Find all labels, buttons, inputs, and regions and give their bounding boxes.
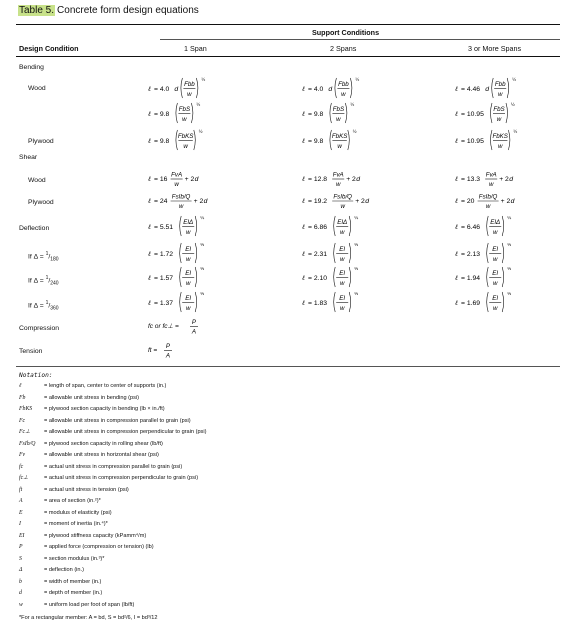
eq-if180-1 bbox=[148, 241, 258, 267]
svg-text:ℓ: ℓ bbox=[455, 86, 458, 93]
svg-text:w: w bbox=[497, 143, 503, 150]
eq-deflection-3 bbox=[455, 214, 565, 240]
svg-text:P: P bbox=[165, 343, 171, 350]
svg-text:= 16: = 16 bbox=[154, 176, 168, 183]
eq-shear-plywood-2 bbox=[302, 190, 412, 212]
svg-text:EIΔ: EIΔ bbox=[337, 219, 348, 226]
svg-text:w: w bbox=[185, 305, 191, 312]
eq-if180-2 bbox=[302, 241, 412, 267]
svg-text:EI: EI bbox=[339, 295, 346, 302]
svg-text:ℓ: ℓ bbox=[302, 86, 305, 93]
notation-definition: = allowable unit stress in compression perpendicular to grain (psi) bbox=[44, 429, 207, 435]
eq-deflection-2 bbox=[302, 214, 412, 240]
notation-symbol: ft bbox=[19, 486, 23, 493]
notation-definition: = actual unit stress in compression perpendicular to grain (psi) bbox=[44, 475, 199, 481]
top-rule bbox=[16, 24, 560, 25]
svg-text:FsIb/Q: FsIb/Q bbox=[171, 193, 191, 201]
svg-text:ℓ: ℓ bbox=[148, 251, 151, 258]
row-bending-plywood: Plywood bbox=[28, 138, 54, 145]
svg-text:ℓ: ℓ bbox=[455, 198, 458, 205]
row-tension: Tension bbox=[19, 348, 43, 355]
row-shear-plywood: Plywood bbox=[28, 199, 54, 206]
svg-text:ℓ: ℓ bbox=[148, 224, 151, 231]
svg-text:FvA: FvA bbox=[171, 171, 183, 179]
col-header-1-span: 1 Span bbox=[184, 44, 207, 53]
notation-symbol: Δ bbox=[19, 567, 23, 573]
svg-text:= 24: = 24 bbox=[154, 198, 168, 205]
notation-definition: = area of section (in.²)* bbox=[44, 498, 101, 504]
col-header-2-spans: 2 Spans bbox=[330, 44, 357, 53]
notation-symbol: Fb bbox=[19, 394, 26, 401]
svg-text:Fbb: Fbb bbox=[184, 81, 195, 88]
svg-text:FbS: FbS bbox=[493, 106, 505, 113]
svg-text:= 19.2: = 19.2 bbox=[308, 198, 328, 205]
svg-text:⅓: ⅓ bbox=[354, 266, 359, 271]
svg-text:w: w bbox=[492, 229, 498, 236]
svg-text:⅓: ⅓ bbox=[507, 242, 512, 247]
svg-text:ℓ: ℓ bbox=[302, 198, 305, 205]
notation-definition: = allowable unit stress in bending (psi) bbox=[44, 394, 139, 401]
svg-text:w: w bbox=[339, 229, 345, 236]
svg-text:d: d bbox=[365, 198, 369, 205]
notation-symbol: Fv bbox=[19, 452, 26, 458]
svg-text:d: d bbox=[510, 198, 515, 205]
svg-text:d: d bbox=[174, 86, 179, 93]
svg-text:= 10.95: = 10.95 bbox=[461, 138, 484, 145]
svg-text:¼: ¼ bbox=[507, 215, 512, 220]
svg-text:+ 2: + 2 bbox=[499, 176, 509, 183]
row-deflection: Deflection bbox=[19, 225, 50, 232]
svg-text:= 1.83: = 1.83 bbox=[308, 300, 328, 307]
svg-text:ℓ: ℓ bbox=[302, 224, 305, 231]
svg-text:w: w bbox=[178, 203, 184, 210]
eq-shear-plywood-3 bbox=[455, 190, 565, 212]
svg-text:= 20: = 20 bbox=[461, 198, 475, 205]
svg-text:Fbb: Fbb bbox=[338, 81, 349, 88]
notation-definition: = width of member (in.) bbox=[44, 578, 102, 585]
svg-text:A: A bbox=[191, 328, 197, 336]
footnote: *For a rectangular member: A = bd, S = bd²/6, I = bd³/12 bbox=[19, 615, 158, 621]
table-label: Table 5. bbox=[19, 5, 55, 16]
notation-symbol: d bbox=[19, 590, 22, 596]
eq-bending-wood-s-3 bbox=[455, 101, 565, 127]
svg-text:= 5.51: = 5.51 bbox=[154, 224, 174, 231]
svg-text:FbS: FbS bbox=[332, 106, 345, 113]
svg-text:w: w bbox=[492, 305, 498, 312]
svg-text:d: d bbox=[194, 176, 199, 183]
notation-definition: = uniform load per foot of span (lb/ft) bbox=[44, 601, 135, 608]
eq-deflection-1 bbox=[148, 214, 258, 240]
row-shear-wood: Wood bbox=[28, 177, 46, 184]
notation-definition: = plywood section capacity in rolling shear (lb/ft) bbox=[44, 440, 163, 447]
svg-text:FvA: FvA bbox=[332, 171, 344, 179]
notation-symbol: w bbox=[19, 601, 23, 608]
eq-shear-plywood-1 bbox=[148, 190, 258, 212]
svg-text:EIΔ: EIΔ bbox=[183, 219, 194, 226]
notation-symbol: E bbox=[19, 509, 23, 516]
eq-shear-wood-3 bbox=[455, 168, 565, 190]
eq-tension bbox=[148, 340, 208, 362]
svg-text:w: w bbox=[336, 116, 341, 123]
eq-if360-2 bbox=[302, 290, 412, 316]
svg-text:FbS: FbS bbox=[178, 106, 191, 113]
svg-text:w: w bbox=[339, 280, 345, 287]
svg-text:w: w bbox=[497, 91, 503, 98]
svg-text:= 9.8: = 9.8 bbox=[154, 111, 170, 118]
svg-text:w: w bbox=[185, 229, 191, 236]
svg-text:ℓ: ℓ bbox=[455, 275, 458, 282]
svg-text:ℓ: ℓ bbox=[148, 198, 151, 205]
svg-text:d: d bbox=[509, 176, 513, 183]
svg-text:w: w bbox=[182, 116, 187, 123]
notation-definition: = actual unit stress in tension (psi) bbox=[44, 486, 129, 493]
svg-text:w: w bbox=[339, 256, 345, 263]
svg-text:w: w bbox=[185, 256, 191, 263]
row-if-360: If $\Delta = ^1/_{360}$ bbox=[28, 300, 59, 312]
notation-symbol: A bbox=[19, 498, 23, 504]
svg-text:ℓ: ℓ bbox=[302, 138, 305, 145]
svg-text:ℓ: ℓ bbox=[302, 251, 305, 258]
notation-definition: = plywood section capacity in bending (lb × in./ft) bbox=[44, 406, 165, 412]
svg-text:EI: EI bbox=[492, 270, 499, 277]
svg-text:= 1.72: = 1.72 bbox=[154, 251, 174, 258]
notation-definition: = plywood stiffness capacity (kPamm⁴/m) bbox=[44, 532, 147, 539]
svg-text:Fbb: Fbb bbox=[494, 81, 506, 88]
svg-text:½: ½ bbox=[201, 77, 206, 82]
svg-text:½: ½ bbox=[513, 129, 518, 134]
svg-text:EI: EI bbox=[185, 270, 192, 277]
svg-text:w: w bbox=[337, 143, 342, 150]
svg-text:w: w bbox=[174, 181, 179, 188]
svg-text:FsIb/Q: FsIb/Q bbox=[478, 193, 498, 201]
table-bottom-rule bbox=[16, 366, 560, 367]
svg-text:ℓ: ℓ bbox=[148, 176, 151, 183]
svg-text:⅓: ⅓ bbox=[200, 242, 205, 247]
row-if-180: If $\Delta = ^1/_{180}$ bbox=[28, 251, 59, 263]
svg-text:w: w bbox=[341, 91, 346, 98]
svg-text:ℓ: ℓ bbox=[455, 224, 458, 231]
notation-title: Notation: bbox=[19, 372, 53, 379]
svg-text:ℓ: ℓ bbox=[148, 111, 151, 118]
svg-text:w: w bbox=[335, 181, 341, 188]
svg-text:ℓ: ℓ bbox=[302, 275, 305, 282]
svg-text:+ 2: + 2 bbox=[355, 198, 365, 205]
svg-text:= 2.13: = 2.13 bbox=[461, 251, 481, 258]
svg-text:w: w bbox=[183, 143, 188, 150]
group-rule bbox=[160, 39, 560, 40]
eq-if360-1 bbox=[148, 290, 258, 316]
row-bending: Bending bbox=[19, 64, 44, 71]
notation-definition: = section modulus (in.³)* bbox=[44, 555, 105, 562]
svg-text:= 1.37: = 1.37 bbox=[154, 300, 174, 307]
svg-text:w: w bbox=[185, 280, 191, 287]
svg-text:= 2.31: = 2.31 bbox=[308, 251, 328, 258]
eq-shear-wood-2 bbox=[302, 168, 412, 190]
row-compression: Compression bbox=[19, 325, 60, 332]
svg-text:= 12.8: = 12.8 bbox=[308, 176, 328, 183]
svg-text:½: ½ bbox=[355, 77, 360, 82]
eq-compression bbox=[148, 316, 228, 338]
svg-text:FbKS: FbKS bbox=[177, 133, 194, 140]
svg-text:d: d bbox=[485, 86, 489, 93]
svg-text:= 4.0: = 4.0 bbox=[308, 86, 324, 93]
svg-text:⅓: ⅓ bbox=[200, 291, 205, 296]
svg-text:ℓ: ℓ bbox=[455, 300, 458, 307]
svg-text:w: w bbox=[485, 203, 491, 210]
svg-text:= 9.8: = 9.8 bbox=[308, 138, 324, 145]
notation-symbol: I bbox=[19, 521, 21, 527]
svg-text:ℓ: ℓ bbox=[148, 86, 151, 93]
svg-text:ℓ: ℓ bbox=[455, 251, 458, 258]
notation-symbol: ℓ bbox=[19, 383, 22, 389]
eq-bending-wood-3 bbox=[455, 76, 565, 102]
row-shear: Shear bbox=[19, 154, 38, 161]
svg-text:FsIb/Q: FsIb/Q bbox=[333, 193, 352, 201]
eq-bending-plywood-3 bbox=[455, 128, 565, 154]
svg-text:⅓: ⅓ bbox=[507, 266, 512, 271]
svg-text:½: ½ bbox=[198, 129, 203, 134]
svg-text:A: A bbox=[165, 352, 171, 360]
svg-text:w: w bbox=[492, 256, 498, 263]
notation-definition: = deflection (in.) bbox=[44, 567, 84, 573]
notation-symbol: b bbox=[19, 578, 22, 585]
notation-symbol: Fc⊥ bbox=[19, 429, 31, 435]
svg-text:ft =: ft = bbox=[148, 347, 158, 354]
svg-text:w: w bbox=[340, 203, 345, 210]
svg-text:ℓ: ℓ bbox=[302, 300, 305, 307]
svg-text:EI: EI bbox=[185, 295, 192, 302]
svg-text:= 1.69: = 1.69 bbox=[461, 300, 481, 307]
svg-text:FbKS: FbKS bbox=[331, 133, 348, 140]
notation-definition: = modulus of elasticity (psi) bbox=[44, 509, 112, 516]
svg-text:½: ½ bbox=[352, 129, 357, 134]
svg-text:⅓: ⅓ bbox=[354, 291, 359, 296]
svg-text:w: w bbox=[496, 116, 502, 123]
eq-shear-wood-1 bbox=[148, 168, 258, 190]
svg-text:EIΔ: EIΔ bbox=[490, 219, 501, 226]
header-rule bbox=[16, 56, 560, 57]
svg-text:ℓ: ℓ bbox=[455, 176, 458, 183]
col-header-3-spans: 3 or More Spans bbox=[468, 44, 522, 53]
notation-symbol: fc bbox=[19, 463, 24, 470]
notation-definition: = length of span, center to center of supports (in.) bbox=[44, 383, 167, 389]
eq-bending-wood-2 bbox=[302, 76, 412, 102]
notation-symbol: Fc bbox=[19, 417, 26, 424]
svg-text:EI: EI bbox=[492, 295, 499, 302]
svg-text:= 4.46: = 4.46 bbox=[461, 86, 481, 93]
svg-text:w: w bbox=[488, 181, 494, 188]
svg-text:EI: EI bbox=[339, 270, 346, 277]
svg-text:+ 2: + 2 bbox=[184, 176, 195, 183]
svg-text:½: ½ bbox=[350, 102, 355, 107]
notation-definition: = moment of inertia (in.⁴)* bbox=[44, 521, 108, 527]
notation-symbol: EI bbox=[19, 532, 25, 539]
svg-text:ℓ: ℓ bbox=[148, 275, 151, 282]
design-condition-header: Design Condition bbox=[19, 44, 79, 53]
notation-symbol: FsIb/Q bbox=[19, 440, 36, 447]
svg-text:= 1.57: = 1.57 bbox=[154, 275, 174, 282]
eq-if240-3 bbox=[455, 265, 565, 291]
notation-definition: = allowable unit stress in horizontal shear (psi) bbox=[44, 452, 159, 458]
table-title bbox=[18, 4, 199, 17]
svg-text:¼: ¼ bbox=[354, 215, 359, 220]
svg-text:FvA: FvA bbox=[485, 171, 497, 179]
svg-text:+ 2: + 2 bbox=[193, 198, 204, 205]
svg-text:d: d bbox=[356, 176, 360, 183]
svg-text:ℓ: ℓ bbox=[302, 111, 305, 118]
support-conditions-header: Support Conditions bbox=[312, 28, 380, 37]
row-bending-wood: Wood bbox=[28, 85, 46, 92]
notation-symbol: fc⊥ bbox=[19, 475, 29, 481]
svg-text:¼: ¼ bbox=[200, 215, 205, 220]
svg-text:½: ½ bbox=[511, 102, 515, 107]
svg-text:½: ½ bbox=[512, 77, 517, 82]
notation-symbol: P bbox=[19, 544, 23, 550]
svg-text:= 13.3: = 13.3 bbox=[461, 176, 481, 183]
svg-text:= 1.94: = 1.94 bbox=[461, 275, 481, 282]
svg-text:EI: EI bbox=[492, 246, 499, 253]
notation-definition: = actual unit stress in compression parallel to grain (psi) bbox=[44, 463, 183, 470]
svg-text:fc or fc⊥ =: fc or fc⊥ = bbox=[148, 323, 179, 330]
eq-if360-3 bbox=[455, 290, 565, 316]
svg-text:= 4.0: = 4.0 bbox=[154, 86, 170, 93]
eq-bending-wood-1 bbox=[148, 76, 258, 102]
svg-text:⅓: ⅓ bbox=[507, 291, 512, 296]
svg-text:½: ½ bbox=[196, 102, 201, 107]
eq-bending-wood-s-2 bbox=[302, 101, 412, 127]
notation-symbol: S bbox=[19, 555, 22, 562]
svg-text:EI: EI bbox=[185, 246, 192, 253]
svg-text:= 6.86: = 6.86 bbox=[308, 224, 328, 231]
notation-definition: = applied force (compression or tension) (lb) bbox=[44, 544, 154, 550]
svg-text:+ 2: + 2 bbox=[346, 176, 356, 183]
notation-symbol: FbKS bbox=[19, 406, 33, 412]
svg-text:w: w bbox=[339, 305, 345, 312]
svg-text:EI: EI bbox=[339, 246, 346, 253]
svg-text:FbKS: FbKS bbox=[492, 133, 508, 140]
svg-text:w: w bbox=[492, 280, 498, 287]
svg-text:d: d bbox=[328, 86, 333, 93]
table-caption: Concrete form design equations bbox=[57, 5, 199, 16]
svg-text:⅓: ⅓ bbox=[200, 266, 205, 271]
svg-text:ℓ: ℓ bbox=[302, 176, 305, 183]
svg-text:ℓ: ℓ bbox=[455, 111, 458, 118]
eq-if180-3 bbox=[455, 241, 565, 267]
svg-text:= 9.8: = 9.8 bbox=[154, 138, 170, 145]
eq-bending-plywood-1 bbox=[148, 128, 258, 154]
eq-bending-plywood-2 bbox=[302, 128, 412, 154]
svg-text:ℓ: ℓ bbox=[455, 138, 458, 145]
notation-definition: = allowable unit stress in compression parallel to grain (psi) bbox=[44, 417, 191, 424]
svg-text:ℓ: ℓ bbox=[148, 138, 151, 145]
svg-text:d: d bbox=[203, 198, 208, 205]
svg-text:P: P bbox=[191, 319, 197, 326]
eq-if240-1 bbox=[148, 265, 258, 291]
notation-definition: = depth of member (in.) bbox=[44, 590, 103, 596]
svg-text:ℓ: ℓ bbox=[148, 300, 151, 307]
svg-text:⅓: ⅓ bbox=[354, 242, 359, 247]
row-if-240: If $\Delta = ^1/_{240}$ bbox=[28, 275, 59, 287]
svg-text:= 2.10: = 2.10 bbox=[308, 275, 328, 282]
svg-text:w: w bbox=[187, 91, 192, 98]
svg-text:+ 2: + 2 bbox=[500, 198, 511, 205]
svg-text:= 9.8: = 9.8 bbox=[308, 111, 324, 118]
svg-text:= 6.46: = 6.46 bbox=[461, 224, 481, 231]
eq-if240-2 bbox=[302, 265, 412, 291]
eq-bending-wood-s-1 bbox=[148, 101, 258, 127]
svg-text:= 10.95: = 10.95 bbox=[461, 111, 484, 118]
